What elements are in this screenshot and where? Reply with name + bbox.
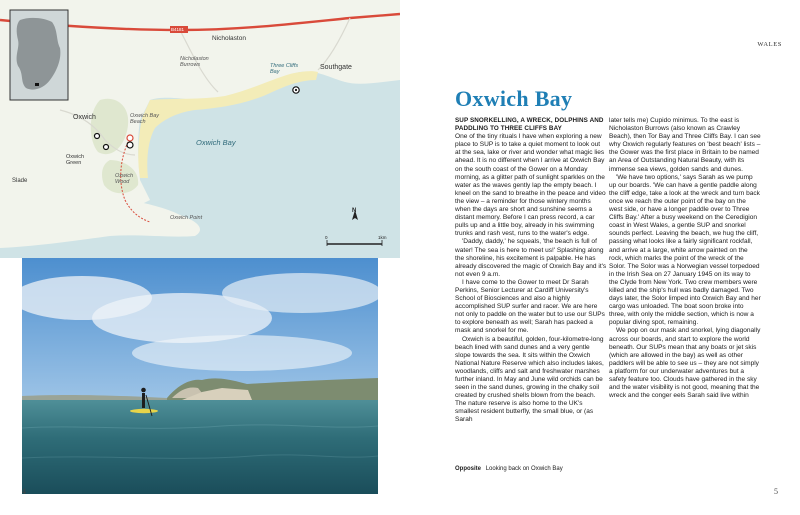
scale-end-label: 1km bbox=[378, 235, 387, 240]
map-label-three-cliffs-bay: Three Cliffs Bay bbox=[270, 63, 299, 75]
caption-lead: Opposite bbox=[455, 466, 482, 472]
map-label-nicholaston: Nicholaston bbox=[212, 35, 246, 42]
map-label-nicholaston-burrows: Nicholaston Burrows bbox=[180, 56, 209, 68]
running-head: WALES bbox=[757, 41, 782, 48]
map-label-slade: Slade bbox=[12, 178, 28, 184]
oxwich-bay-map bbox=[0, 0, 400, 258]
paddleboarder-photo bbox=[22, 258, 378, 494]
caption-text: Looking back on Oxwich Bay bbox=[485, 466, 563, 472]
road-label: B4181 bbox=[171, 27, 185, 32]
page-number-right: 5 bbox=[774, 487, 778, 496]
paragraph: One of the tiny rituals I have when exploring a new place to SUP is to take a quiet moment to look out at the sea, lake or river and wonder what magic lies ahead. It is no different when I arrive at Oxwich Bay on the south coast of the Gower on a Monday morning, as a glitter path of sunlight sparkles on the water as the waves gently lap the empty beach. I kneel on the sand to breathe in the peace and video the view – a reminder for those wintery months when the days are short and sunshine seems a distant memory. Before I can press record, a car pulls up and a little boy, already in his swimming trunks and rash vest, runs to the water's edge. bbox=[455, 133, 606, 238]
photo-caption bbox=[455, 466, 563, 472]
map-label-southgate: Southgate bbox=[320, 64, 352, 71]
text-column-left bbox=[455, 117, 607, 425]
map-label-oxwich: Oxwich bbox=[73, 114, 96, 121]
page-number-left: 4 bbox=[22, 487, 26, 496]
scale-start-label: 0 bbox=[325, 235, 328, 240]
north-arrow-icon: N bbox=[352, 208, 357, 214]
text-column-right bbox=[609, 117, 761, 400]
map-label-oxwich-bay-beach: Oxwich Bay Beach bbox=[130, 113, 160, 125]
page-title: Oxwich Bay bbox=[455, 86, 573, 111]
article-subhead: SUP SNORKELLING, A WRECK, DOLPHINS AND PADDLING TO THREE CLIFFS BAY bbox=[455, 117, 604, 133]
paragraph: I have come to the Gower to meet Dr Sarah Perkins, Senior Lecturer at Cardiff University's School of Biosciences and also a highly accomplished SUP surfer and racer. We are here not only to paddle on the water but to use our SUPs to explore beneath as well; Sarah has packed a mask and snorkel for me. bbox=[455, 278, 605, 335]
right-page bbox=[400, 0, 800, 515]
paragraph: 'We have two options,' says Sarah as we pump up our boards. 'We can have a gentle paddle along the cliff edge, take a look at the wreck and turn back once we reach the outer point of the bay on the west side, or have a longer paddle over to Three Cliffs Bay.' After a busy weekend on the Ceredigion coast in West Wales, a gentle SUP and snorkel sounds perfect. Leaving the beach, we hug the cliff, passing what looks like a fairly significant rockfall, and arrive at a large, white arrow painted on the rock, which marks the point of the wreck of the Solor. The Solor was a Norwegian vessel torpedoed in the Irish Sea on 27 January 1945 on its way to the Clyde from New York. Two crew members were killed and the ship's hull was badly damaged. Two days later, the Solor limped into Oxwich Bay and her cargo was unloaded. The boat soon broke into three, with only the middle section, which is now a popular diving spot, remaining. bbox=[609, 173, 761, 327]
paragraph: We pop on our mask and snorkel, lying diagonally across our boards, and start to explore the world beneath. Our SUPs mean that any boats or jet skis (which are allowed in the bay) as well as other paddlers will be able to see us – they are not simply a platform for our underwater adventures but a safety feature too. Clouds have gathered in the sky and the water visibility is not good, meaning that the wreck and the conger eels Sarah said live within bbox=[609, 327, 761, 400]
map-label-oxwich-wood: Oxwich Wood bbox=[115, 173, 134, 185]
map-label-oxwich-point: Oxwich Point bbox=[170, 215, 203, 221]
paragraph: 'Daddy, daddy,' he squeals, 'the beach is full of water! The sea is here to meet us!' Splashing along the shoreline, his excitement is palpable. He has already discovered the magic of Oxwich Bay and it's not even 9 a.m. bbox=[455, 238, 607, 278]
paragraph: later tells me) Cupido minimus. To the east is Nicholaston Burrows (also known as Crawley Beach), then Tor Bay and Three Cliffs Bay. I can see why Oxwich regularly features on 'best beach' lists – the Gower was the first place in Britain to be named an Area of Outstanding Natural Beauty, with its immense sea views, golden sands and dunes. bbox=[609, 117, 761, 173]
photo-graphic bbox=[22, 258, 378, 494]
paragraph: Oxwich is a beautiful, golden, four-kilometre-long beach lined with sand dunes and a very gentle slope towards the sea. It sits within the Oxwich National Nature Reserve which also includes lakes, woodlands, cliffs and salt and freshwater marshes further inland. In May and June wild orchids can be seen in the sand dunes, growing in the chalky soil created by crushed shells blown from the beach. The nature reserve is also home to the UK's smallest resident butterfly, the small blue, or (as Sarah bbox=[455, 335, 604, 424]
map-label-oxwich-bay: Oxwich Bay bbox=[196, 138, 236, 147]
map-label-oxwich-green: Oxwich Green bbox=[66, 154, 85, 166]
